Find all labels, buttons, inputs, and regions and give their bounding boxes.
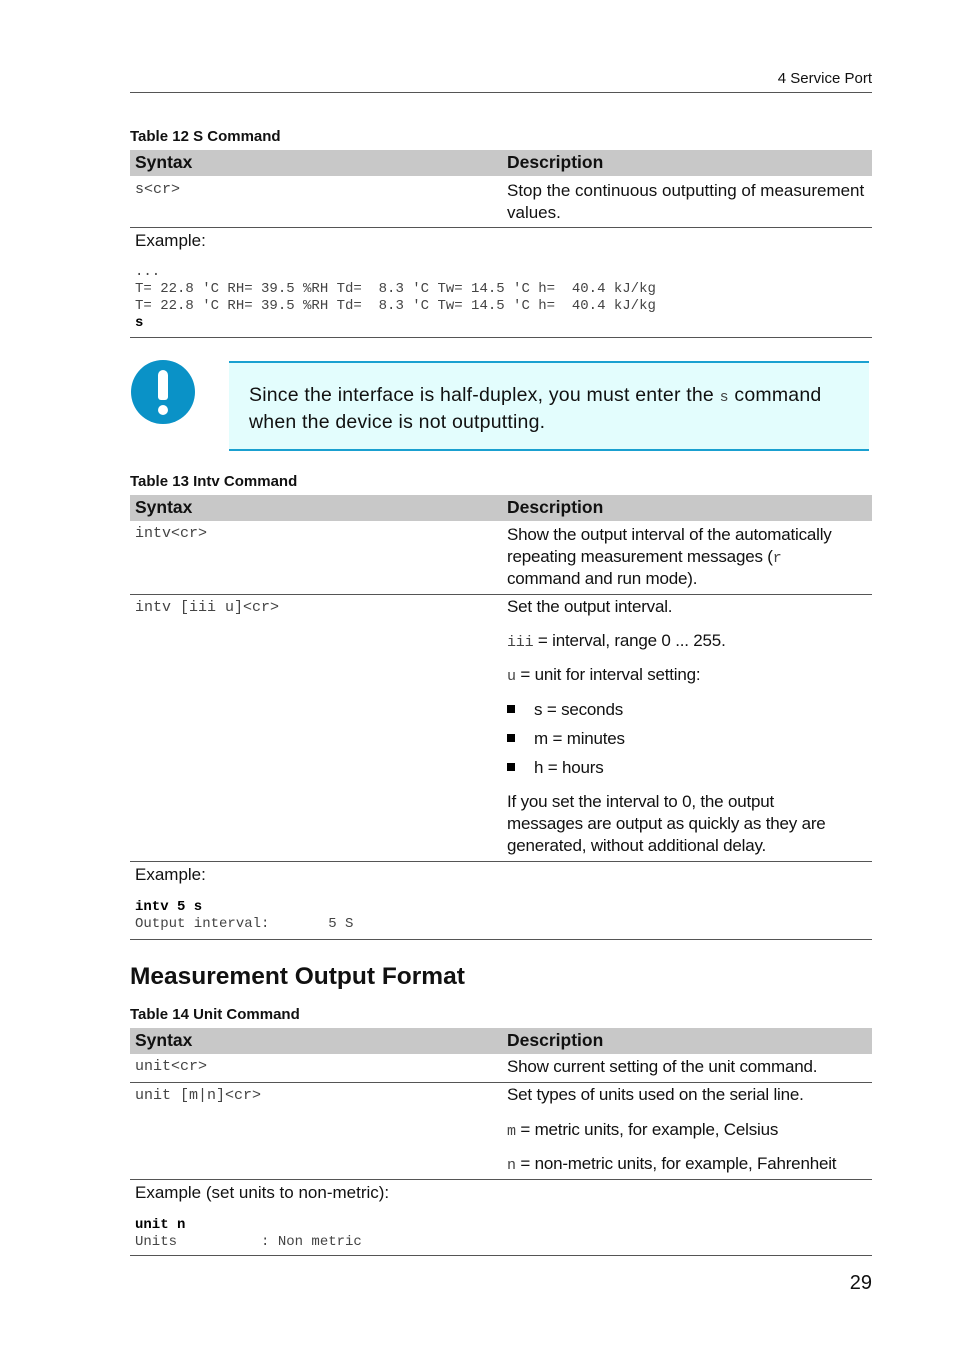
code-input-line: intv 5 s [135,899,203,915]
inline-code: m [507,1123,516,1140]
example-code [135,264,656,332]
syntax-cell: unit [m|n]<cr> [135,1087,262,1104]
table14-header-row [130,1028,872,1054]
running-header [130,70,872,93]
description-line: Show the output interval of the automatically [507,525,832,544]
example-row [130,1180,872,1256]
list-item-text: s = seconds [534,700,623,719]
code-input-line: s [135,315,144,331]
list-item [507,700,623,720]
description-line [507,547,782,567]
description-line: Set the output interval. [507,597,673,616]
inline-code: n [507,1157,516,1174]
description-line [507,665,700,685]
note-text-part: Since the interface is half-duplex, you must enter the [249,384,720,406]
description-text: = non-metric units, for example, Fahrenheit [515,1154,837,1173]
table13-header-row [130,495,872,521]
table14-col-syntax: Syntax [135,1030,193,1050]
list-item-text: m = minutes [534,729,625,748]
example-code [135,899,353,933]
note-text-part: command when the device is not outputting. [249,384,822,433]
description-line: If you set the interval to 0, the output [507,792,775,811]
description-line [507,1154,836,1174]
syntax-cell: s<cr> [135,181,181,198]
table13-col-description: Description [507,497,604,517]
description-text: = interval, range 0 ... 255. [533,631,726,650]
note-box [229,361,869,451]
example-row [130,862,872,940]
table14-col-description: Description [507,1030,604,1050]
list-item [507,758,604,778]
table12-caption: Table 12 S Command [130,128,281,145]
code-line: T= 22.8 'C RH= 39.5 %RH Td= 8.3 'C Tw= 14.5 'C h= 40.4 kJ/kg [135,281,656,297]
table14 [130,1028,872,1256]
code-line: Units : Non metric [135,1234,362,1250]
description-text: = unit for interval setting: [515,665,701,684]
note-inline-code: s [719,389,729,406]
example-row [130,228,872,338]
table-row [130,1054,872,1083]
header-section-title: 4 Service Port [777,70,872,87]
page-number: 29 [849,1272,872,1294]
description-line: Set types of units used on the serial line. [507,1085,804,1104]
syntax-cell: unit<cr> [135,1058,208,1075]
list-item-text: h = hours [534,758,604,777]
example-code [135,1217,362,1251]
description-text: = metric units, for example, Celsius [515,1120,779,1139]
code-line: Output interval: 5 S [135,916,354,932]
example-label: Example: [135,231,206,250]
table-row [130,1083,872,1180]
table12-col-description: Description [507,152,604,172]
table-row [130,521,872,595]
description-cell: Stop the continuous outputting of measurement values. [507,181,865,222]
description-line [507,631,726,651]
table14-caption: Table 14 Unit Command [130,1006,300,1023]
table12-col-syntax: Syntax [135,152,193,172]
description-text: repeating measurement messages ( [507,547,773,566]
table13-caption: Table 13 Intv Command [130,473,298,490]
table12-header-row [130,150,872,176]
list-item [507,729,625,749]
example-label: Example (set units to non-metric): [135,1183,390,1202]
code-input-line: unit n [135,1217,186,1233]
table13-col-syntax: Syntax [135,497,193,517]
description-line: messages are output as quickly as they are [507,814,826,833]
description-cell: Show current setting of the unit command. [507,1057,818,1076]
table-row [130,176,872,228]
table12 [130,150,872,338]
inline-code: r [772,550,782,567]
bullet-icon [507,705,515,713]
inline-code: iii [507,634,534,651]
section-title: Measurement Output Format [130,963,465,990]
description-line: command and run mode). [507,569,698,588]
code-line: ... [135,264,161,280]
note-text [249,383,869,434]
description-line [507,1120,778,1140]
description-line: generated, without additional delay. [507,836,767,855]
bullet-icon [507,734,515,742]
bullet-icon [507,763,515,771]
syntax-cell: intv<cr> [135,525,208,542]
example-label: Example: [135,865,206,884]
syntax-cell: intv [iii u]<cr> [135,599,280,616]
exclamation-icon [131,360,195,424]
table-row [130,595,872,862]
code-line: T= 22.8 'C RH= 39.5 %RH Td= 8.3 'C Tw= 14.5 'C h= 40.4 kJ/kg [135,298,656,314]
table13 [130,495,872,940]
inline-code: u [507,668,516,685]
